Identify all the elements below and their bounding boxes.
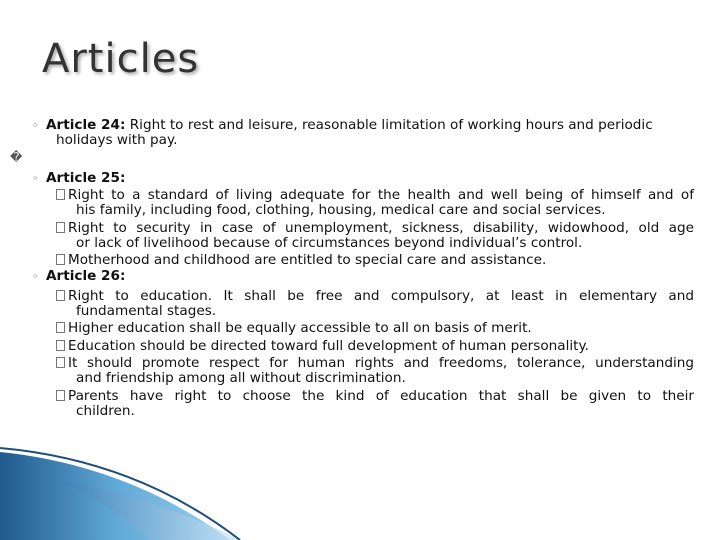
article-26-heading: Article 26: xyxy=(46,268,126,284)
article-26-item-1: Right to education. It shall be free and compulsory, at least in elementary and xyxy=(56,289,694,305)
square-bullet-icon xyxy=(56,189,65,200)
square-bullet-icon xyxy=(56,290,65,301)
article-24-heading: Article 24: xyxy=(46,117,126,133)
square-bullet-icon xyxy=(56,390,65,401)
ring-bullet-icon: ◦ xyxy=(32,172,39,185)
article-26-item-5: Parents have right to choose the kind of education that shall be given to their xyxy=(56,389,694,405)
article-26-line xyxy=(32,269,125,285)
square-bullet-icon xyxy=(56,222,65,233)
article-26-item-4-cont: and friendship among all without discrimination. xyxy=(76,370,406,386)
ring-bullet-icon: ◦ xyxy=(32,119,39,132)
article-26-item-2: Higher education shall be equally accessible to all on basis of merit. xyxy=(56,321,532,337)
article-25-item-3: Motherhood and childhood are entitled to special care and assistance. xyxy=(56,253,546,269)
decorative-wave xyxy=(0,440,720,540)
square-bullet-icon xyxy=(56,357,65,368)
article-25-line xyxy=(32,171,125,187)
article-26-item-4: It should promote respect for human rights and freedoms, tolerance, understanding xyxy=(56,356,694,372)
article-25-item-1: Right to a standard of living adequate for the health and well being of himself and of xyxy=(56,188,694,204)
article-25-item-2-cont: or lack of livelihood because of circumstances beyond individual’s control. xyxy=(76,235,583,251)
article-25-item-1-cont: his family, including food, clothing, housing, medical care and social services. xyxy=(76,202,606,218)
outer-bullet-icon: � xyxy=(10,150,23,164)
article-26-item-5-cont: children. xyxy=(76,403,135,419)
article-24-text: Right to rest and leisure, reasonable limitation of working hours and periodic xyxy=(129,117,653,133)
article-25-heading: Article 25: xyxy=(46,170,126,186)
article-24-text-cont: holidays with pay. xyxy=(56,132,178,148)
article-26-item-3: Education should be directed toward full development of human personality. xyxy=(56,339,589,355)
article-26-item-1-cont: fundamental stages. xyxy=(76,303,217,319)
article-25-item-2: Right to security in case of unemployment, sickness, disability, widowhood, old age xyxy=(56,221,694,237)
slide-title: Articles xyxy=(42,36,200,82)
square-bullet-icon xyxy=(56,322,65,333)
square-bullet-icon xyxy=(56,254,65,265)
square-bullet-icon xyxy=(56,340,65,351)
ring-bullet-icon: ◦ xyxy=(32,270,39,283)
